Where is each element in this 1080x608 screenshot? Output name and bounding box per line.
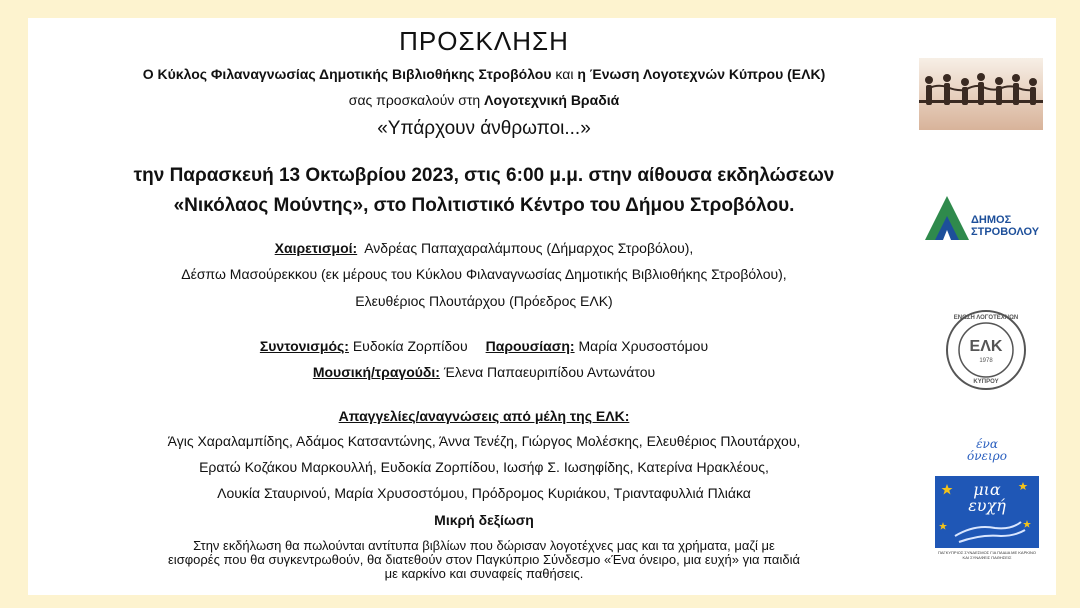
- greetings-speaker-3: Ελευθέριος Πλουτάρχου (Πρόεδρος ΕΛΚ): [355, 293, 613, 309]
- wish-association-logo: [935, 436, 1039, 564]
- organizers-line: [28, 66, 940, 82]
- greetings-label: Χαιρετισμοί:: [274, 240, 358, 256]
- invite-line: [28, 92, 940, 108]
- wish-word-3: μια: [973, 480, 1001, 499]
- organizer-elk: η Ένωση Λογοτεχνών Κύπρου (ΕΛΚ): [577, 66, 826, 82]
- people-silhouettes-icon: [919, 58, 1043, 130]
- donation-note-3: με καρκίνο και συναφείς παθήσεις.: [384, 566, 584, 581]
- elk-initials: ΕΛΚ: [969, 338, 1003, 355]
- music-label: Μουσική/τραγούδι:: [312, 364, 440, 380]
- dimos-name-line-2: ΣΤΡΟΒΟΛΟΥ: [971, 226, 1040, 238]
- readings-names-3: Λουκία Σταυρινού, Μαρία Χρυσοστόμου, Πρόδρομος Κυριάκου, Τριανταφυλλιά Πλιάκα: [217, 485, 751, 501]
- event-date-line-1: την Παρασκευή 13 Οκτωβρίου 2023, στις 6:00 μ.μ. στην αίθουσα εκδηλώσεων: [133, 165, 835, 186]
- wish-word-4: ευχή: [968, 496, 1006, 515]
- music-line: [28, 364, 940, 380]
- invitation-title: ΠΡΟΣΚΛΗΣΗ: [399, 26, 569, 56]
- dimos-name-line-1: ΔΗΜΟΣ: [971, 214, 1012, 226]
- event-title: «Υπάρχουν άνθρωποι...»: [377, 118, 591, 139]
- presentation-name: Μαρία Χρυσοστόμου: [574, 338, 709, 354]
- reception-heading: Μικρή δεξίωση: [434, 512, 534, 528]
- invitation-sheet: [28, 18, 1056, 595]
- readings-names-1: Άγις Χαραλαμπίδης, Αδάμος Κατσαντώνης, Άννα Τενέζη, Γιώργος Μολέσκης, Ελευθέριος Πλουτάρχου,: [167, 433, 801, 449]
- coordination-name: Ευδοκία Ζορπίδου: [348, 338, 468, 354]
- elk-seal-logo: [945, 309, 1027, 391]
- readings-heading: [28, 408, 940, 424]
- wish-top-text: [935, 438, 1039, 462]
- donation-note-1: Στην εκδήλωση θα πωλούνται αντίτυπα βιβλίων που δώρισαν λογοτέχνες μας και τα χρήματα, μαζί με: [193, 538, 775, 553]
- elk-ring-top: ΕΝΩΣΗ ΛΟΓΟΤΕΧΝΩΝ: [953, 315, 1019, 321]
- dimos-strovolou-logo: [921, 190, 1051, 246]
- invitation-text: [28, 18, 940, 595]
- invite-event-type: Λογοτεχνική Βραδιά: [484, 92, 620, 108]
- wish-word-1: ένα: [976, 437, 998, 451]
- people-silhouettes-logo: [919, 58, 1043, 130]
- donation-note-2: εισφορές που θα συγκεντρωθούν, θα διατεθούν στον Παγκύπριο Σύνδεσμο «Ένα όνειρο, μια ευχή» για παιδιά: [168, 552, 800, 567]
- organizers-and: και: [551, 66, 578, 82]
- presentation-label: Παρουσίαση:: [485, 338, 575, 354]
- greetings-speaker-1: Ανδρέας Παπαχαραλάμπους (Δήμαρχος Στροβόλου),: [364, 240, 694, 256]
- coordination-label: Συντονισμός:: [259, 338, 349, 354]
- greetings-line-1: [28, 240, 940, 256]
- readings-label: Απαγγελίες/αναγνώσεις από μέλη της ΕΛΚ:: [338, 408, 630, 424]
- wish-caption: ΠΑΓΚΥΠΡΙΟΣ ΣΥΝΔΕΣΜΟΣ ΓΙΑ ΠΑΙΔΙΑ ΜΕ ΚΑΡΚΙΝΟ ΚΑΙ ΣΥΝΑΦΕΙΣ ΠΑΘΗΣΕΙΣ: [937, 550, 1037, 560]
- organizer-library-circle: Ο Κύκλος Φιλαναγνωσίας Δημοτικής Βιβλιοθήκης Στροβόλου: [142, 66, 552, 82]
- elk-year: 1978: [979, 358, 993, 364]
- wish-word-2: όνειρο: [967, 449, 1007, 463]
- elk-ring-bottom: ΚΥΠΡΟΥ: [973, 379, 999, 385]
- wish-mid-text: [935, 482, 1039, 514]
- coordination-line: [28, 338, 940, 354]
- readings-names-2: Ερατώ Κοζάκου Μαρκουλλή, Ευδοκία Ζορπίδου, Ιωσήφ Σ. Ιωσηφίδης, Κατερίνα Ηρακλέους,: [199, 459, 769, 475]
- music-name: Έλενα Παπαευριπίδου Αντωνάτου: [439, 364, 656, 380]
- event-date-line-2: «Νικόλαος Μούντης», στο Πολιτιστικό Κέντρο του Δήμου Στροβόλου.: [173, 195, 795, 216]
- greetings-speaker-2: Δέσπω Μασούρεκκου (εκ μέρους του Κύκλου Φιλαναγνωσίας Δημοτικής Βιβλιοθήκης Στροβόλου),: [181, 266, 787, 282]
- invite-prefix: σας προσκαλούν στη: [348, 92, 485, 108]
